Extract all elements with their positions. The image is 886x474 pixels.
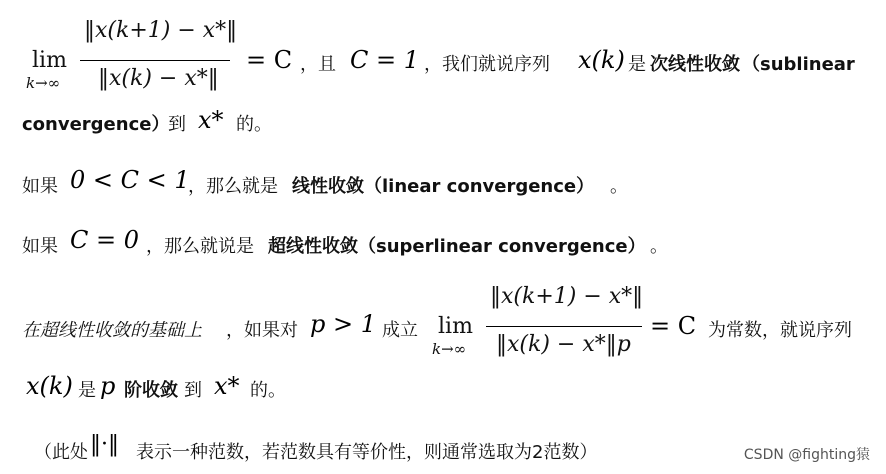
equals-c: = C — [246, 46, 293, 74]
norm-symbol: ‖·‖ — [90, 432, 119, 457]
limit-operator: lim — [32, 48, 67, 73]
text-and: ，且 — [300, 54, 336, 75]
fraction-bar — [80, 60, 230, 61]
text-is: 是 — [628, 54, 646, 75]
fraction-numerator: ‖x(k+1) − x*‖ — [84, 18, 238, 43]
watermark: CSDN @fighting猿 — [743, 447, 870, 463]
text-if: 如果 — [22, 236, 58, 257]
sequence-xk: x(k) — [26, 372, 73, 400]
fraction-bar — [486, 326, 642, 327]
text-if-for: ，如果对 — [226, 320, 298, 341]
limit-operator: lim — [438, 314, 473, 339]
condition-superlinear: C = 0 — [70, 226, 139, 254]
text-to: 到 — [168, 114, 186, 135]
text-of: 的。 — [236, 114, 272, 135]
condition-c-equals-1: C = 1 — [350, 46, 419, 74]
term-sublinear: 次线性收敛 — [650, 54, 740, 75]
text-is: 是 — [78, 380, 96, 401]
text-is-constant: 为常数，就说序列 — [708, 320, 852, 341]
condition-p-greater-1: p > 1 — [310, 310, 376, 338]
text-we-say-sequence: ，我们就说序列 — [424, 54, 550, 75]
text-if: 如果 — [22, 176, 58, 197]
limit-subscript: k→∞ — [432, 340, 467, 358]
sequence-xk: x(k) — [578, 46, 625, 74]
text-holds: 成立 — [382, 320, 418, 341]
term-order-p: 阶收敛 — [124, 380, 178, 401]
text-of: 的。 — [250, 380, 286, 401]
period: 。 — [650, 236, 668, 257]
fraction-denominator: ‖x(k) − x*‖ — [98, 66, 219, 91]
text-then: ，那么就是 — [188, 176, 278, 197]
order-p: p — [100, 372, 116, 400]
fraction-denominator: ‖x(k) − x*‖p — [496, 332, 631, 357]
note-open: （此处 — [34, 442, 88, 463]
note-text: 表示一种范数，若范数具有等价性，则通常选取为2范数） — [136, 442, 598, 463]
condition-linear: 0 < C < 1 — [70, 166, 190, 194]
fraction-numerator: ‖x(k+1) − x*‖ — [490, 284, 644, 309]
term-linear: 线性收敛（linear convergence） — [292, 176, 595, 197]
term-sublinear-en-b: convergence） — [22, 114, 170, 135]
x-star: x* — [198, 106, 224, 134]
term-sublinear-en-a: （sublinear — [742, 54, 855, 75]
equals-c: = C — [650, 312, 697, 340]
period: 。 — [610, 176, 628, 197]
limit-subscript: k→∞ — [26, 74, 61, 92]
italic-superlinear-basis: 在超线性收敛的基础上 — [22, 320, 202, 341]
text-then-say: ，那么就说是 — [146, 236, 254, 257]
x-star: x* — [214, 372, 240, 400]
term-superlinear: 超线性收敛（superlinear convergence） — [268, 236, 646, 257]
text-to: 到 — [184, 380, 202, 401]
